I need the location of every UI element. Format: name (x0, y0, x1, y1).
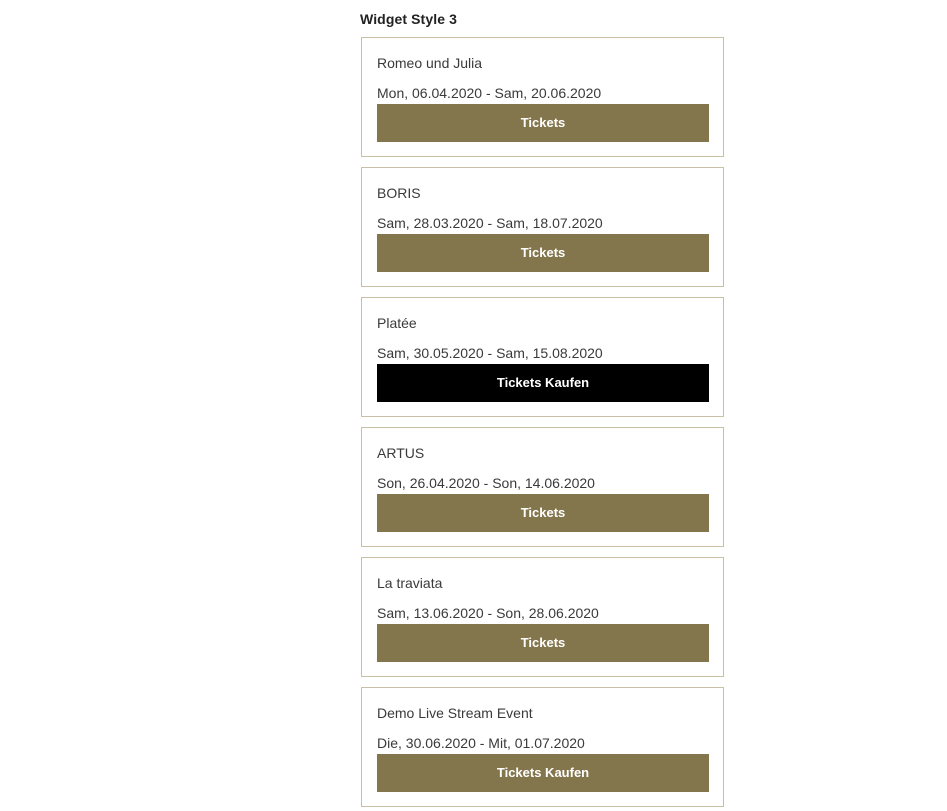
tickets-button[interactable]: Tickets (377, 624, 709, 662)
event-card-platee (361, 297, 724, 417)
event-dates: Die, 30.06.2020 - Mit, 01.07.2020 (377, 735, 585, 751)
event-card-la-traviata (361, 557, 724, 677)
event-title[interactable]: ARTUS (377, 445, 425, 461)
event-title[interactable]: Demo Live Stream Event (377, 705, 533, 721)
event-card-demo-live-stream-event (361, 687, 724, 807)
event-card-artus (361, 427, 724, 547)
tickets-kaufen-button[interactable]: Tickets Kaufen (377, 364, 709, 402)
tickets-button[interactable]: Tickets (377, 494, 709, 532)
event-title[interactable]: Romeo und Julia (377, 55, 483, 71)
widget-heading: Widget Style 3 (360, 11, 457, 27)
event-dates: Mon, 06.04.2020 - Sam, 20.06.2020 (377, 85, 602, 101)
event-title[interactable]: BORIS (377, 185, 421, 201)
event-list (361, 37, 724, 811)
event-dates: Sam, 13.06.2020 - Son, 28.06.2020 (377, 605, 599, 621)
tickets-button[interactable]: Tickets (377, 234, 709, 272)
event-dates: Son, 26.04.2020 - Son, 14.06.2020 (377, 475, 595, 491)
tickets-kaufen-button[interactable]: Tickets Kaufen (377, 754, 709, 792)
event-dates: Sam, 30.05.2020 - Sam, 15.08.2020 (377, 345, 603, 361)
event-card-boris (361, 167, 724, 287)
tickets-button[interactable]: Tickets (377, 104, 709, 142)
event-title[interactable]: La traviata (377, 575, 443, 591)
event-title[interactable]: Platée (377, 315, 417, 331)
event-dates: Sam, 28.03.2020 - Sam, 18.07.2020 (377, 215, 603, 231)
event-card-romeo-und-julia (361, 37, 724, 157)
